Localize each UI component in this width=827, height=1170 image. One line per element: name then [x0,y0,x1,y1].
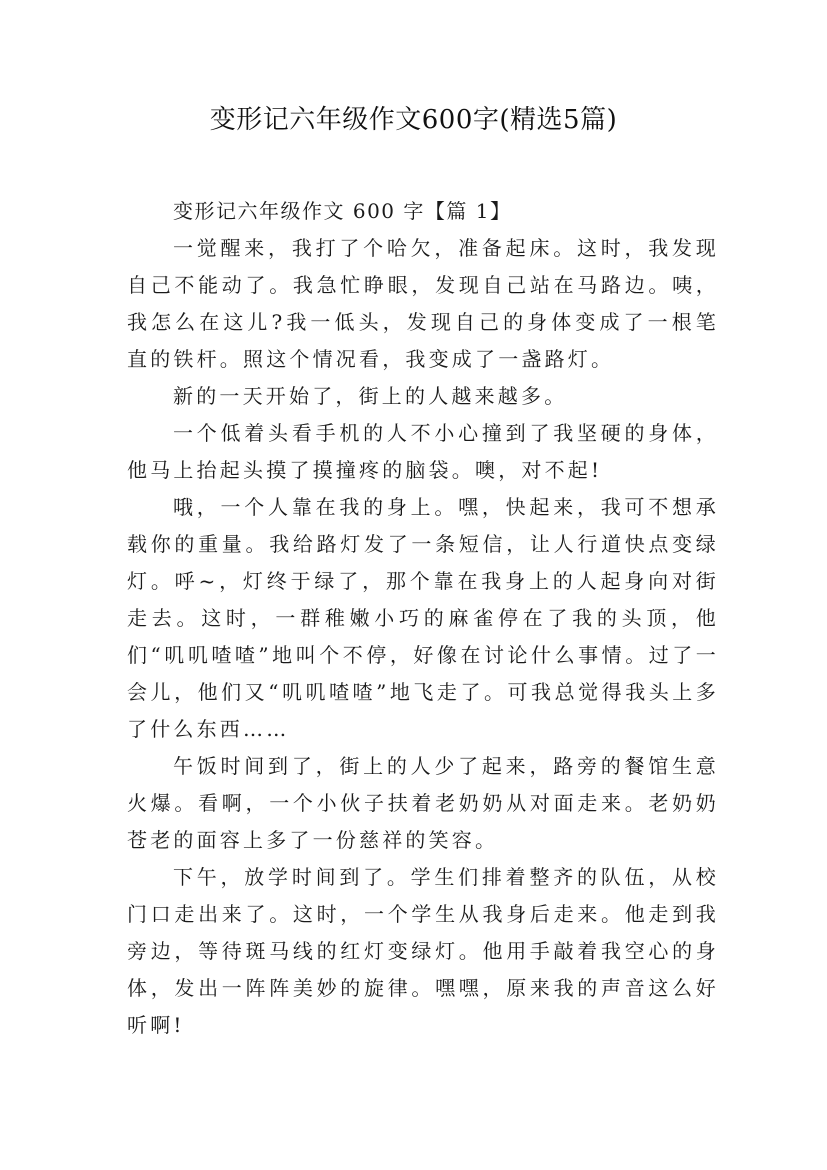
document-title: 变形记六年级作文600字(精选5篇) [209,105,618,135]
paragraph: 哦，一个人靠在我的身上。嘿，快起来，我可不想承载你的重量。我给路灯发了一条短信，让人行道快点变绿灯。呼~，灯终于绿了，那个靠在我身上的人起身向对街走去。这时，一群稚嫩小巧的麻雀停在了我的头顶，他们“叽叽喳喳”地叫个不停，好像在讨论什么事情。过了一会儿，他们又“叽叽喳喳”地飞走了。可我总觉得我头上多了什么东西…… [127,495,719,741]
section-heading: 变形记六年级作文 600 字【篇 1】 [173,199,512,223]
document-body [127,193,719,1044]
paragraph: 午饭时间到了，街上的人少了起来，路旁的餐馆生意火爆。看啊，一个小伙子扶着老奶奶从对面走来。老奶奶苍老的面容上多了一份慈祥的笑容。 [127,754,719,852]
paragraph: 一觉醒来，我打了个哈欠，准备起床。这时，我发现自己不能动了。我急忙睁眼，发现自己站在马路边。咦，我怎么在这儿?我一低头，发现自己的身体变成了一根笔直的铁杆。照这个情况看，我变成了一盏路灯。 [127,236,719,371]
paragraph: 新的一天开始了，街上的人越来越多。 [173,384,568,408]
paragraph: 一个低着头看手机的人不小心撞到了我坚硬的身体，他马上抬起头摸了摸撞疼的脑袋。噢，对不起! [127,421,719,482]
paragraph: 下午，放学时间到了。学生们排着整齐的队伍，从校门口走出来了。这时，一个学生从我身后走来。他走到我旁边，等待斑马线的红灯变绿灯。他用手敲着我空心的身体，发出一阵阵美妙的旋律。嘿嘿，原来我的声音这么好听啊! [127,865,719,1037]
